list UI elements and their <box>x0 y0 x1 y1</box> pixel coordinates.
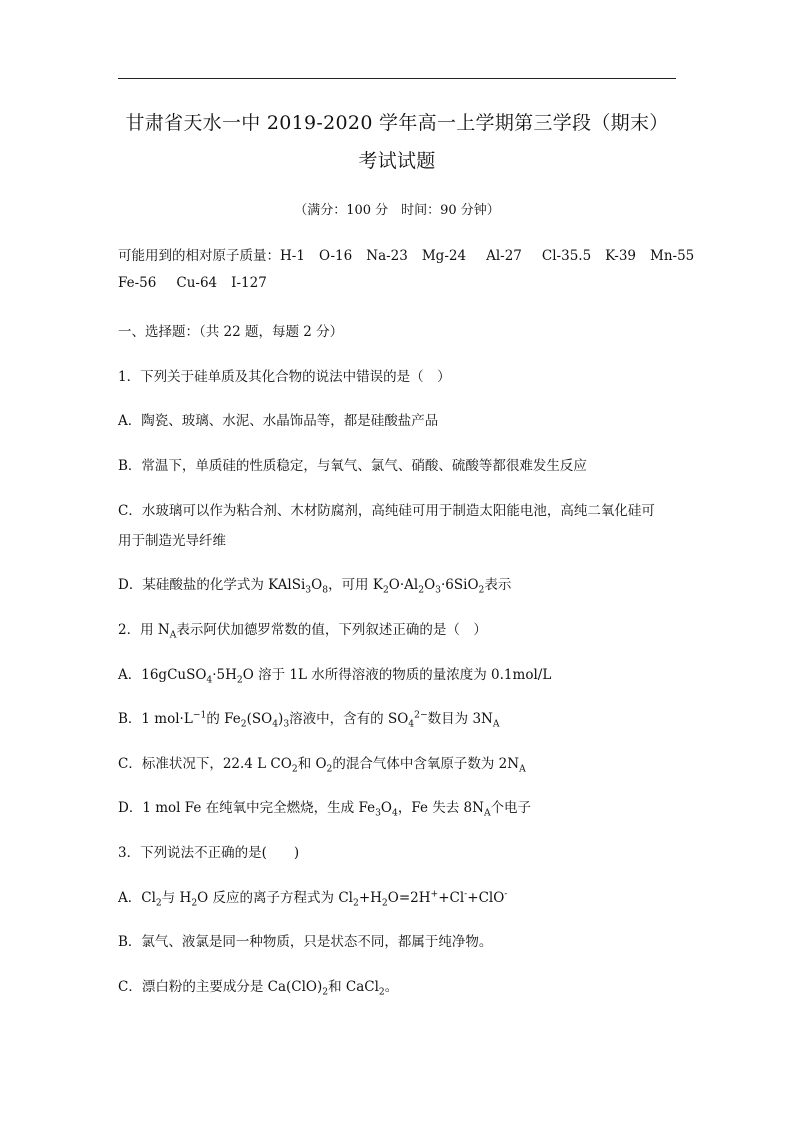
q3-option-c: C．漂白粉的主要成分是 $Ca(ClO)_2$和 CaCl$_2$。 <box>118 979 399 998</box>
atomic-mass-line2 <box>118 275 678 291</box>
q3-option-a: A．$Cl_2$与 $H_2O$ 反应的离子方程式为 $Cl_2+H_2O=2H^++Cl^-+ClO^-$ <box>118 888 508 909</box>
q2-stem: 2．用 $N_A$表示阿伏加德罗常数的值，下列叙述正确的是（ ） <box>118 622 487 641</box>
q2-option-b: B．1 $mol\cdot L^{-1}$的 $Fe_2(SO_4)_3$溶液中，含有的 $SO_4^{2-}$数目为 $3N_A$ <box>118 709 500 730</box>
q1-option-d: D．某硅酸盐的化学式为 $KAlSi_3O_8$，可用 $K_2O\cdot Al_2O_3\cdot 6SiO_2$表示 <box>118 577 512 596</box>
mass-item: Cu-64 <box>176 275 218 291</box>
mass-item: Na-23 <box>366 248 408 264</box>
mass-item: Al-27 <box>486 248 522 264</box>
q1-option-c-line2: 用于制造光导纤维 <box>118 533 226 549</box>
mass-item: O-16 <box>318 248 353 264</box>
q2-option-d: D．1 mol Fe 在纯氧中完全燃烧，生成 $Fe_3O_4$，Fe 失去 $8N_A$个电子 <box>118 800 532 819</box>
mass-item: Cl-35.5 <box>541 248 592 264</box>
q1-option-c-line1: C．水玻璃可以作为粘合剂、木材防腐剂，高纯硅可用于制造太阳能电池，高纯二氧化硅可 <box>118 503 655 519</box>
q2-option-a: A．$16gCuSO_4\cdot 5H_2O$ 溶于 1L 水所得溶液的物质的量浓度为 0.1mol/L <box>118 667 552 686</box>
document-title-line2: 考试试题 <box>358 150 436 172</box>
atomic-mass-line1 <box>118 244 695 264</box>
header-rule <box>118 78 676 79</box>
atomic-mass-label: 可能用到的相对原子质量： <box>118 248 280 264</box>
mass-item: I-127 <box>231 275 267 291</box>
q1-option-a: A．陶瓷、玻璃、水泥、水晶饰品等，都是硅酸盐产品 <box>118 413 439 429</box>
mass-item: Mn-55 <box>650 248 695 264</box>
mass-item: Fe-56 <box>118 275 157 291</box>
q3-stem: 3．下列说法不正确的是( ) <box>118 845 300 861</box>
q2-option-c: C．标准状况下，22.4 L $CO_2$和 $O_2$的混合气体中含氧原子数为 $2N_A$ <box>118 756 526 775</box>
mass-item: Mg-24 <box>421 248 467 264</box>
mass-item: K-39 <box>605 248 637 264</box>
exam-info: （满分：100 分 时间：90 分钟） <box>294 203 500 218</box>
mass-item: H-1 <box>280 248 305 264</box>
q1-option-b: B．常温下，单质硅的性质稳定，与氧气、氯气、硝酸、硫酸等都很难发生反应 <box>118 458 587 474</box>
q1-stem: 1．下列关于硅单质及其化合物的说法中错误的是（ ） <box>118 369 451 385</box>
document-title-line1: 甘肃省天水一中 2019-2020 学年高一上学期第三学段（期末） <box>125 112 669 134</box>
q3-option-b: B．氯气、液氯是同一种物质，只是状态不同，都属于纯净物。 <box>118 934 493 950</box>
section-heading: 一、选择题：（共 22 题，每题 2 分） <box>118 324 344 340</box>
